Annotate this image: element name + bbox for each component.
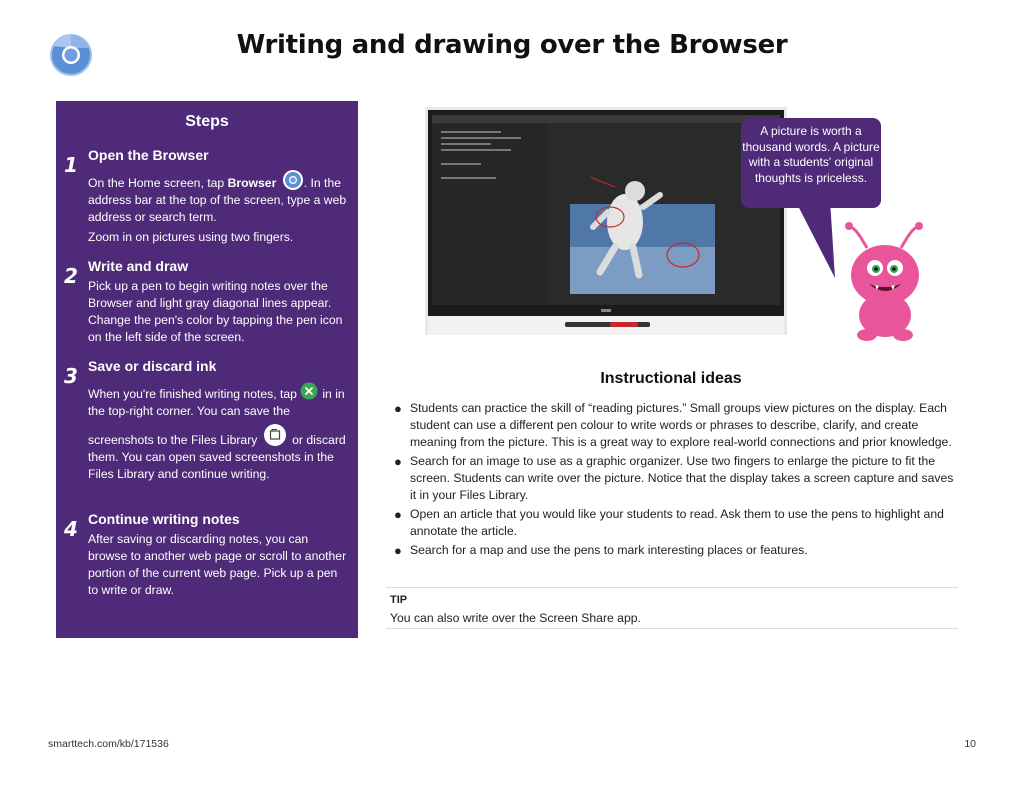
idea-item	[392, 506, 958, 540]
bubble-tail	[790, 200, 840, 280]
monster-illustration-icon	[845, 220, 925, 345]
instructional-ideas-heading: Instructional ideas	[600, 370, 742, 387]
page-title: Writing and drawing over the Browser	[236, 30, 788, 60]
interactive-display-photo	[425, 107, 787, 335]
step-text-part: screenshots to the Files Library	[88, 433, 258, 447]
bullet-icon: ●	[394, 543, 402, 558]
step-text-part: On the Home screen, tap	[88, 176, 228, 190]
quote-bubble: A picture is worth a thousand words. A picture with a students' original thoughts is priceless.	[741, 118, 881, 208]
step-extra: Zoom in on pictures using two fingers.	[88, 230, 294, 244]
idea-item	[392, 542, 958, 559]
instructional-ideas-list	[392, 400, 958, 561]
step-text-bold: Browser	[227, 176, 277, 190]
step-text: Pick up a pen to begin writing notes over the Browser and light gray diagonal lines appear. Change the pen's color by tapping the pen icon on the left side of the screen.	[88, 279, 343, 344]
tip-label: TIP	[390, 594, 408, 606]
step-number: 2	[64, 264, 78, 288]
idea-text: Search for a map and use the pens to mark interesting places or features.	[410, 543, 808, 557]
close-ink-icon[interactable]	[300, 382, 318, 400]
idea-text: Search for an image to use as a graphic organizer. Use two fingers to enlarge the picture to fit the screen. Students can write over the picture. Notice that the display takes a screen capture and saves it in your Files Library.	[410, 454, 954, 502]
step-title: Continue writing notes	[88, 511, 240, 527]
footer-url: smarttech.com/kb/171536	[48, 738, 169, 750]
step-title: Write and draw	[88, 258, 189, 274]
step-title: Open the Browser	[88, 147, 209, 163]
save-screenshot-icon[interactable]	[263, 423, 287, 447]
step-text-part: or discard them. You can open saved screenshots in the Files Library and continue writing.	[88, 433, 346, 481]
bullet-icon: ●	[394, 507, 402, 522]
tip-text: You can also write over the Screen Share app.	[390, 611, 641, 625]
step-number: 3	[64, 364, 78, 388]
step-number: 1	[64, 153, 78, 177]
step-number: 4	[64, 517, 78, 541]
page-number: 10	[964, 738, 976, 750]
step-text: When you're finished writing notes, tap in in the top-right corner. You can save the	[88, 386, 348, 420]
step-title: Save or discard ink	[88, 358, 217, 374]
step-text-part: in the top-right corner. You can save the	[88, 387, 345, 418]
step-text	[88, 432, 348, 483]
tip-box	[386, 587, 958, 629]
steps-heading: Steps	[185, 113, 229, 130]
bullet-icon: ●	[394, 401, 402, 416]
step-text-part: . In the address bar at the top of the screen, type a web address or search term.	[88, 176, 347, 224]
bullet-icon: ●	[394, 454, 402, 469]
idea-item	[392, 453, 958, 504]
browser-icon	[282, 169, 304, 191]
idea-text: Students can practice the skill of “reading pictures.” Small groups view pictures on the display. Each student can use a different pen colour to write words or phrases to describe, clarify, and create meaning from the picture. This is a great way to explore real-world connections and prior knowledge.	[410, 401, 952, 449]
idea-item	[392, 400, 958, 451]
step-text	[88, 175, 348, 226]
steps-panel	[56, 101, 358, 638]
step-text: After saving or discarding notes, you can browse to another web page or scroll to another portion of the current web page. Pick up a pen to write or draw.	[88, 532, 347, 597]
step-text-part: When you're finished writing notes, tap	[88, 387, 297, 401]
idea-text: Open an article that you would like your students to read. Ask them to use the pens to highlight and annotate the article.	[410, 507, 944, 538]
